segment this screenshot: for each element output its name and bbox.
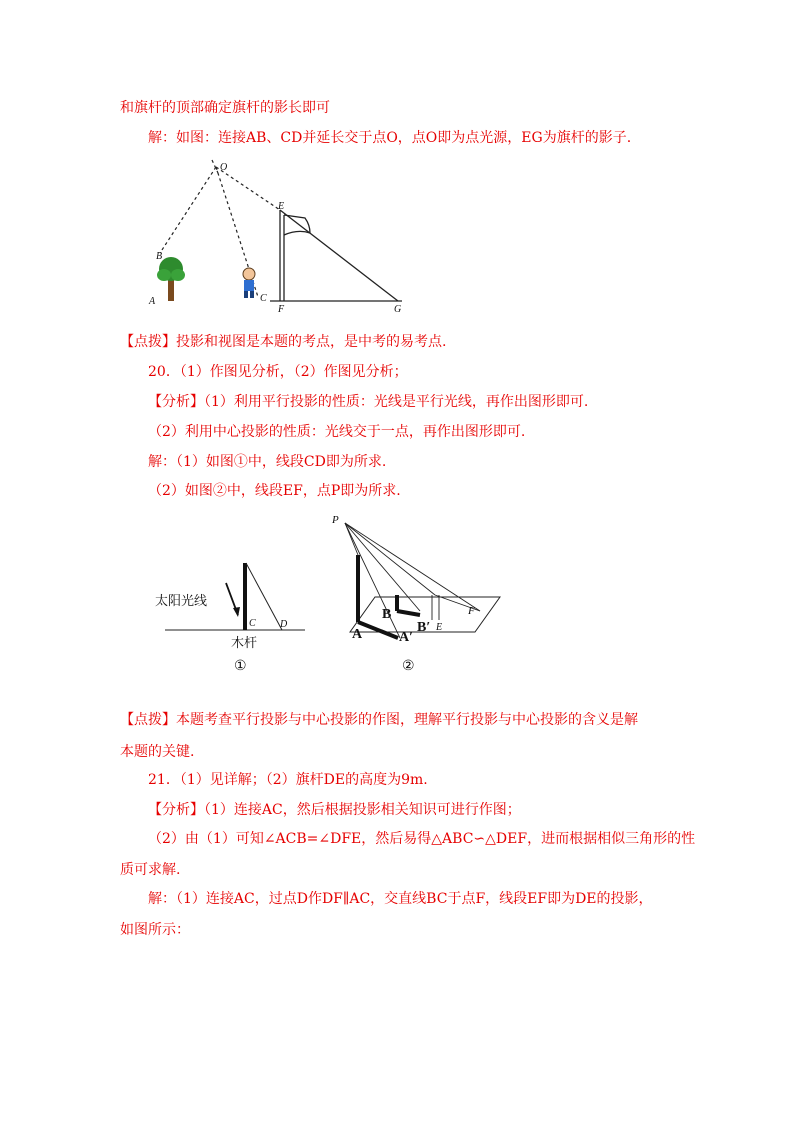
text-line-5: 【分析】（1）利用平行投影的性质：光线是平行光线，再作出图形即可. [148, 394, 589, 410]
text-line-15: 解：（1）连接AC，过点D作DF∥AC，交直线BC于点F，线段EF即为DE的投影， [148, 891, 653, 907]
svg-text:B′: B′ [417, 620, 431, 635]
text-line-4: 20．（1）作图见分析，（2）作图见分析； [148, 364, 408, 380]
text-line-3: 【点拨】投影和视图是本题的考点，是中考的易考点. [120, 334, 447, 350]
text-line-9: 【点拨】本题考查平行投影与中心投影的作图，理解平行投影与中心投影的含义是解 [120, 712, 638, 728]
svg-text:E: E [278, 201, 285, 212]
person-icon [243, 268, 255, 298]
svg-text:①: ① [234, 659, 247, 674]
text-line-6: （2）利用中心投影的性质：光线交于一点，再作出图形即可. [148, 424, 526, 440]
svg-text:E: E [436, 622, 443, 633]
svg-text:G: G [394, 304, 402, 315]
svg-text:A: A [149, 296, 156, 307]
svg-text:A: A [352, 627, 363, 642]
text-line-16: 如图所示： [120, 922, 190, 938]
text-line-7: 解：（1）如图①中，线段CD即为所求. [148, 454, 387, 470]
svg-text:C: C [249, 618, 256, 629]
svg-text:O: O [220, 162, 228, 173]
svg-text:B: B [156, 251, 163, 262]
svg-text:F: F [468, 605, 475, 617]
text-line-10: 本题的关键. [120, 744, 195, 760]
tree-icon [157, 257, 185, 301]
svg-text:D: D [280, 619, 288, 630]
svg-text:B: B [382, 607, 392, 622]
parallel-projection-diagram [150, 555, 310, 680]
svg-text:太阳光线: 太阳光线 [155, 593, 208, 608]
text-line-1: 和旗杆的顶部确定旗杆的影长即可 [120, 100, 330, 116]
svg-text:P: P [332, 514, 339, 526]
text-line-14: 质可求解. [120, 862, 181, 878]
central-projection-diagram [320, 510, 520, 680]
svg-text:②: ② [402, 659, 415, 674]
svg-text:木杆: 木杆 [231, 635, 258, 650]
svg-text:A′: A′ [399, 630, 414, 645]
text-line-13: （2）由（1）可知∠ACB=∠DFE，然后易得△ABC∽△DEF，进而根据相似三角形的性 [148, 831, 696, 847]
text-line-12: 【分析】（1）连接AC，然后根据投影相关知识可进行作图； [148, 802, 521, 818]
text-line-2: 解：如图：连接AB、CD并延长交于点O，点O即为点光源，EG为旗杆的影子. [148, 130, 632, 146]
light-source-diagram [140, 155, 420, 320]
svg-text:F: F [278, 304, 285, 315]
text-line-8: （2）如图②中，线段EF，点P即为所求. [148, 483, 401, 499]
text-line-11: 21．（1）见详解；（2）旗杆DE的高度为9m. [148, 772, 428, 788]
svg-text:C: C [260, 293, 267, 304]
